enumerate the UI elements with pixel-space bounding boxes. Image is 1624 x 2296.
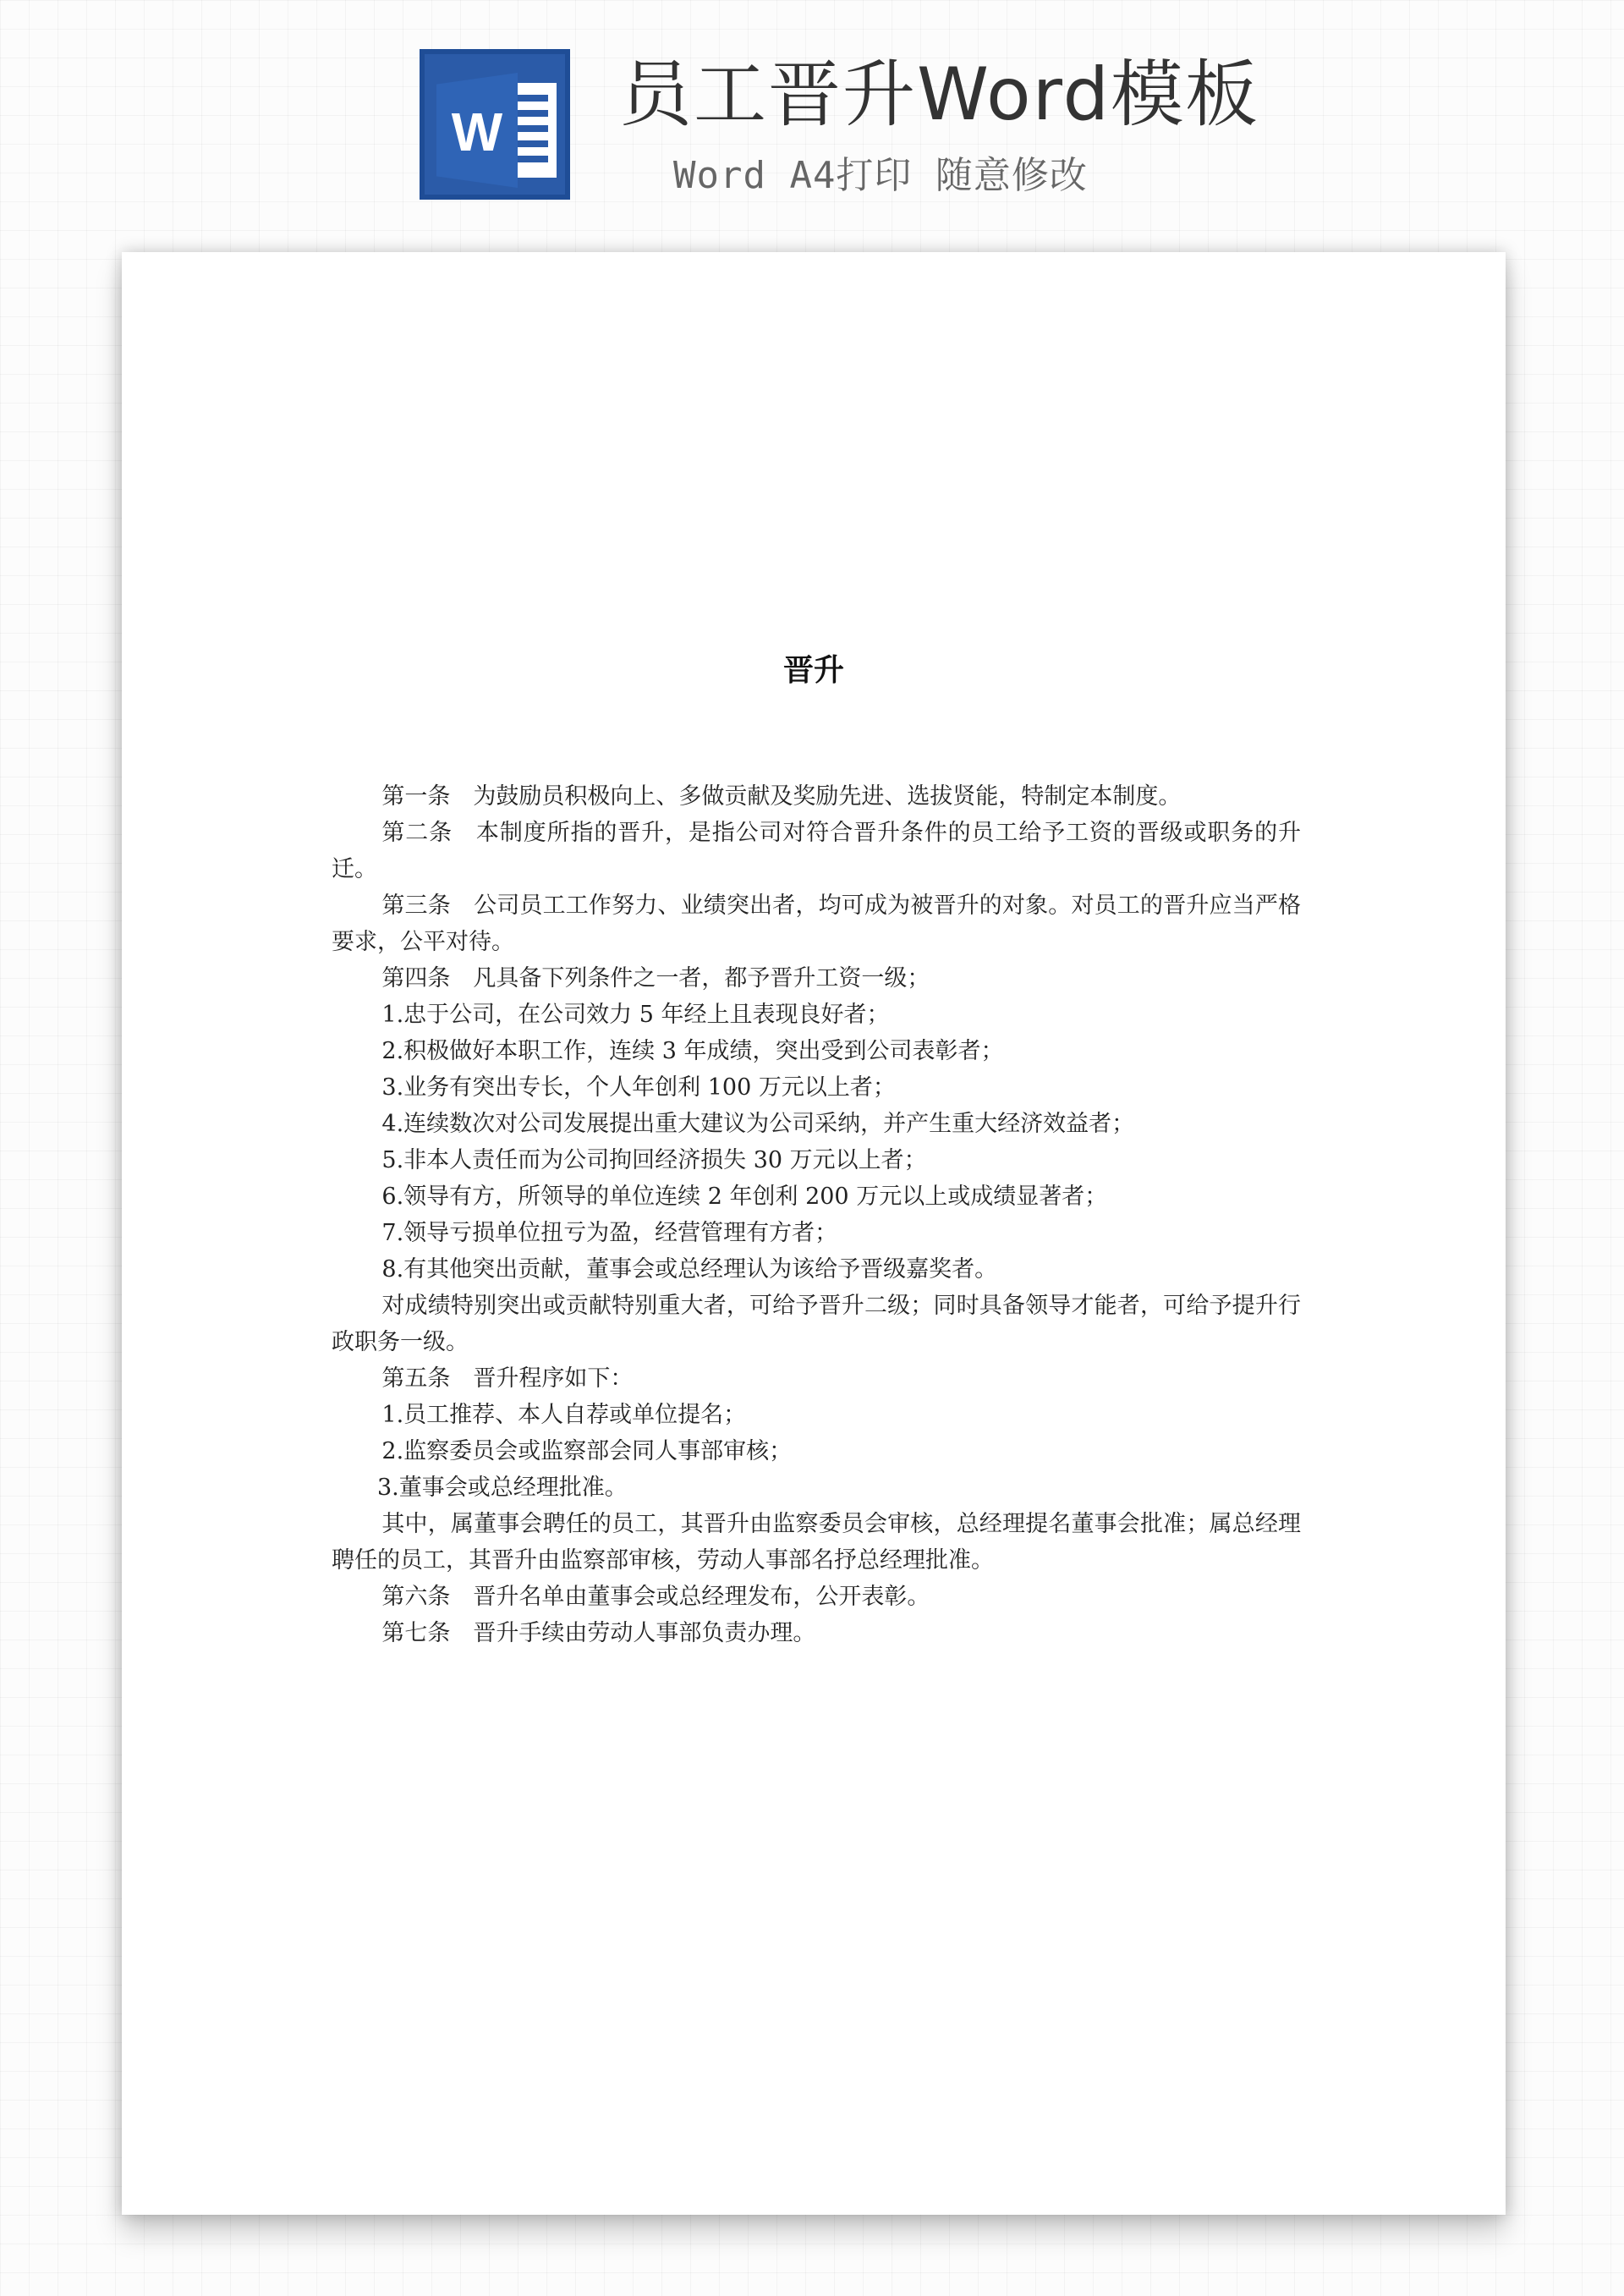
list-item: 2.积极做好本职工作，连续 3 年成绩，突出受到公司表彰者； — [381, 1038, 1004, 1064]
list-item: 1.员工推荐、本人自荐或单位提名； — [381, 1402, 747, 1428]
document-body — [332, 778, 1301, 1651]
paragraph-article-2: 第二条 本制度所指的晋升，是指公司对符合晋升条件的员工给予工资的晋级或职务的升迁。 — [332, 820, 1301, 882]
list-item: 2.监察委员会或监察部会同人事部审核； — [381, 1438, 793, 1464]
list-item: 1.忠于公司，在公司效力 5 年经上且表现良好者； — [381, 1002, 890, 1028]
list-item: 3.业务有突出专长，个人年创利 100 万元以上者； — [381, 1074, 896, 1101]
list-item: 8.有其他突出贡献，董事会或总经理认为该给予晋级嘉奖者。 — [381, 1256, 998, 1283]
paragraph-article-3: 第三条 公司员工工作努力、业绩突出者，均可成为被晋升的对象。对员工的晋升应当严格要求，公平对待。 — [332, 893, 1301, 955]
paragraph-approval-note: 其中，属董事会聘任的员工，其晋升由监察委员会审核，总经理提名董事会批准；属总经理聘任的员工，其晋升由监察部审核，劳动人事部名抒总经理批准。 — [332, 1511, 1301, 1574]
paragraph-article-6: 第六条 晋升名单由董事会或总经理发布，公开表彰。 — [381, 1584, 930, 1610]
document-title: 晋升 — [782, 653, 844, 688]
template-title: 员工晋升Word模板 — [619, 52, 1260, 137]
paragraph-article-4: 第四条 凡具备下列条件之一者，都予晋升工资一级； — [381, 965, 930, 991]
paragraph-article-1: 第一条 为鼓励员积极向上、多做贡献及奖励先进、选拔贤能，特制定本制度。 — [381, 783, 1182, 810]
list-item: 5.非本人责任而为公司拘回经济损失 30 万元以上者； — [381, 1147, 927, 1173]
document-page — [122, 252, 1506, 2215]
paragraph-article-7: 第七条 晋升手续由劳动人事部负责办理。 — [381, 1620, 816, 1646]
list-item: 6.领导有方，所领导的单位连续 2 年创利 200 万元以上或成绩显著者； — [381, 1184, 1108, 1210]
word-logo-letter: W — [451, 102, 503, 162]
paragraph-special-promotion: 对成绩特别突出或贡献特别重大者，可给予晋升二级；同时具备领导才能者，可给予提升行政职务一级。 — [332, 1293, 1301, 1355]
list-item: 3.董事会或总经理批准。 — [377, 1475, 628, 1501]
template-subtitle: Word A4打印 随意修改 — [673, 154, 1088, 197]
template-header — [0, 0, 1624, 237]
list-item: 4.连续数次对公司发展提出重大建议为公司采纳，并产生重大经济效益者； — [381, 1111, 1135, 1137]
list-item: 7.领导亏损单位扭亏为盈，经营管理有方者； — [381, 1220, 838, 1246]
paragraph-article-5: 第五条 晋升程序如下： — [381, 1365, 634, 1392]
word-logo-icon — [420, 49, 570, 200]
